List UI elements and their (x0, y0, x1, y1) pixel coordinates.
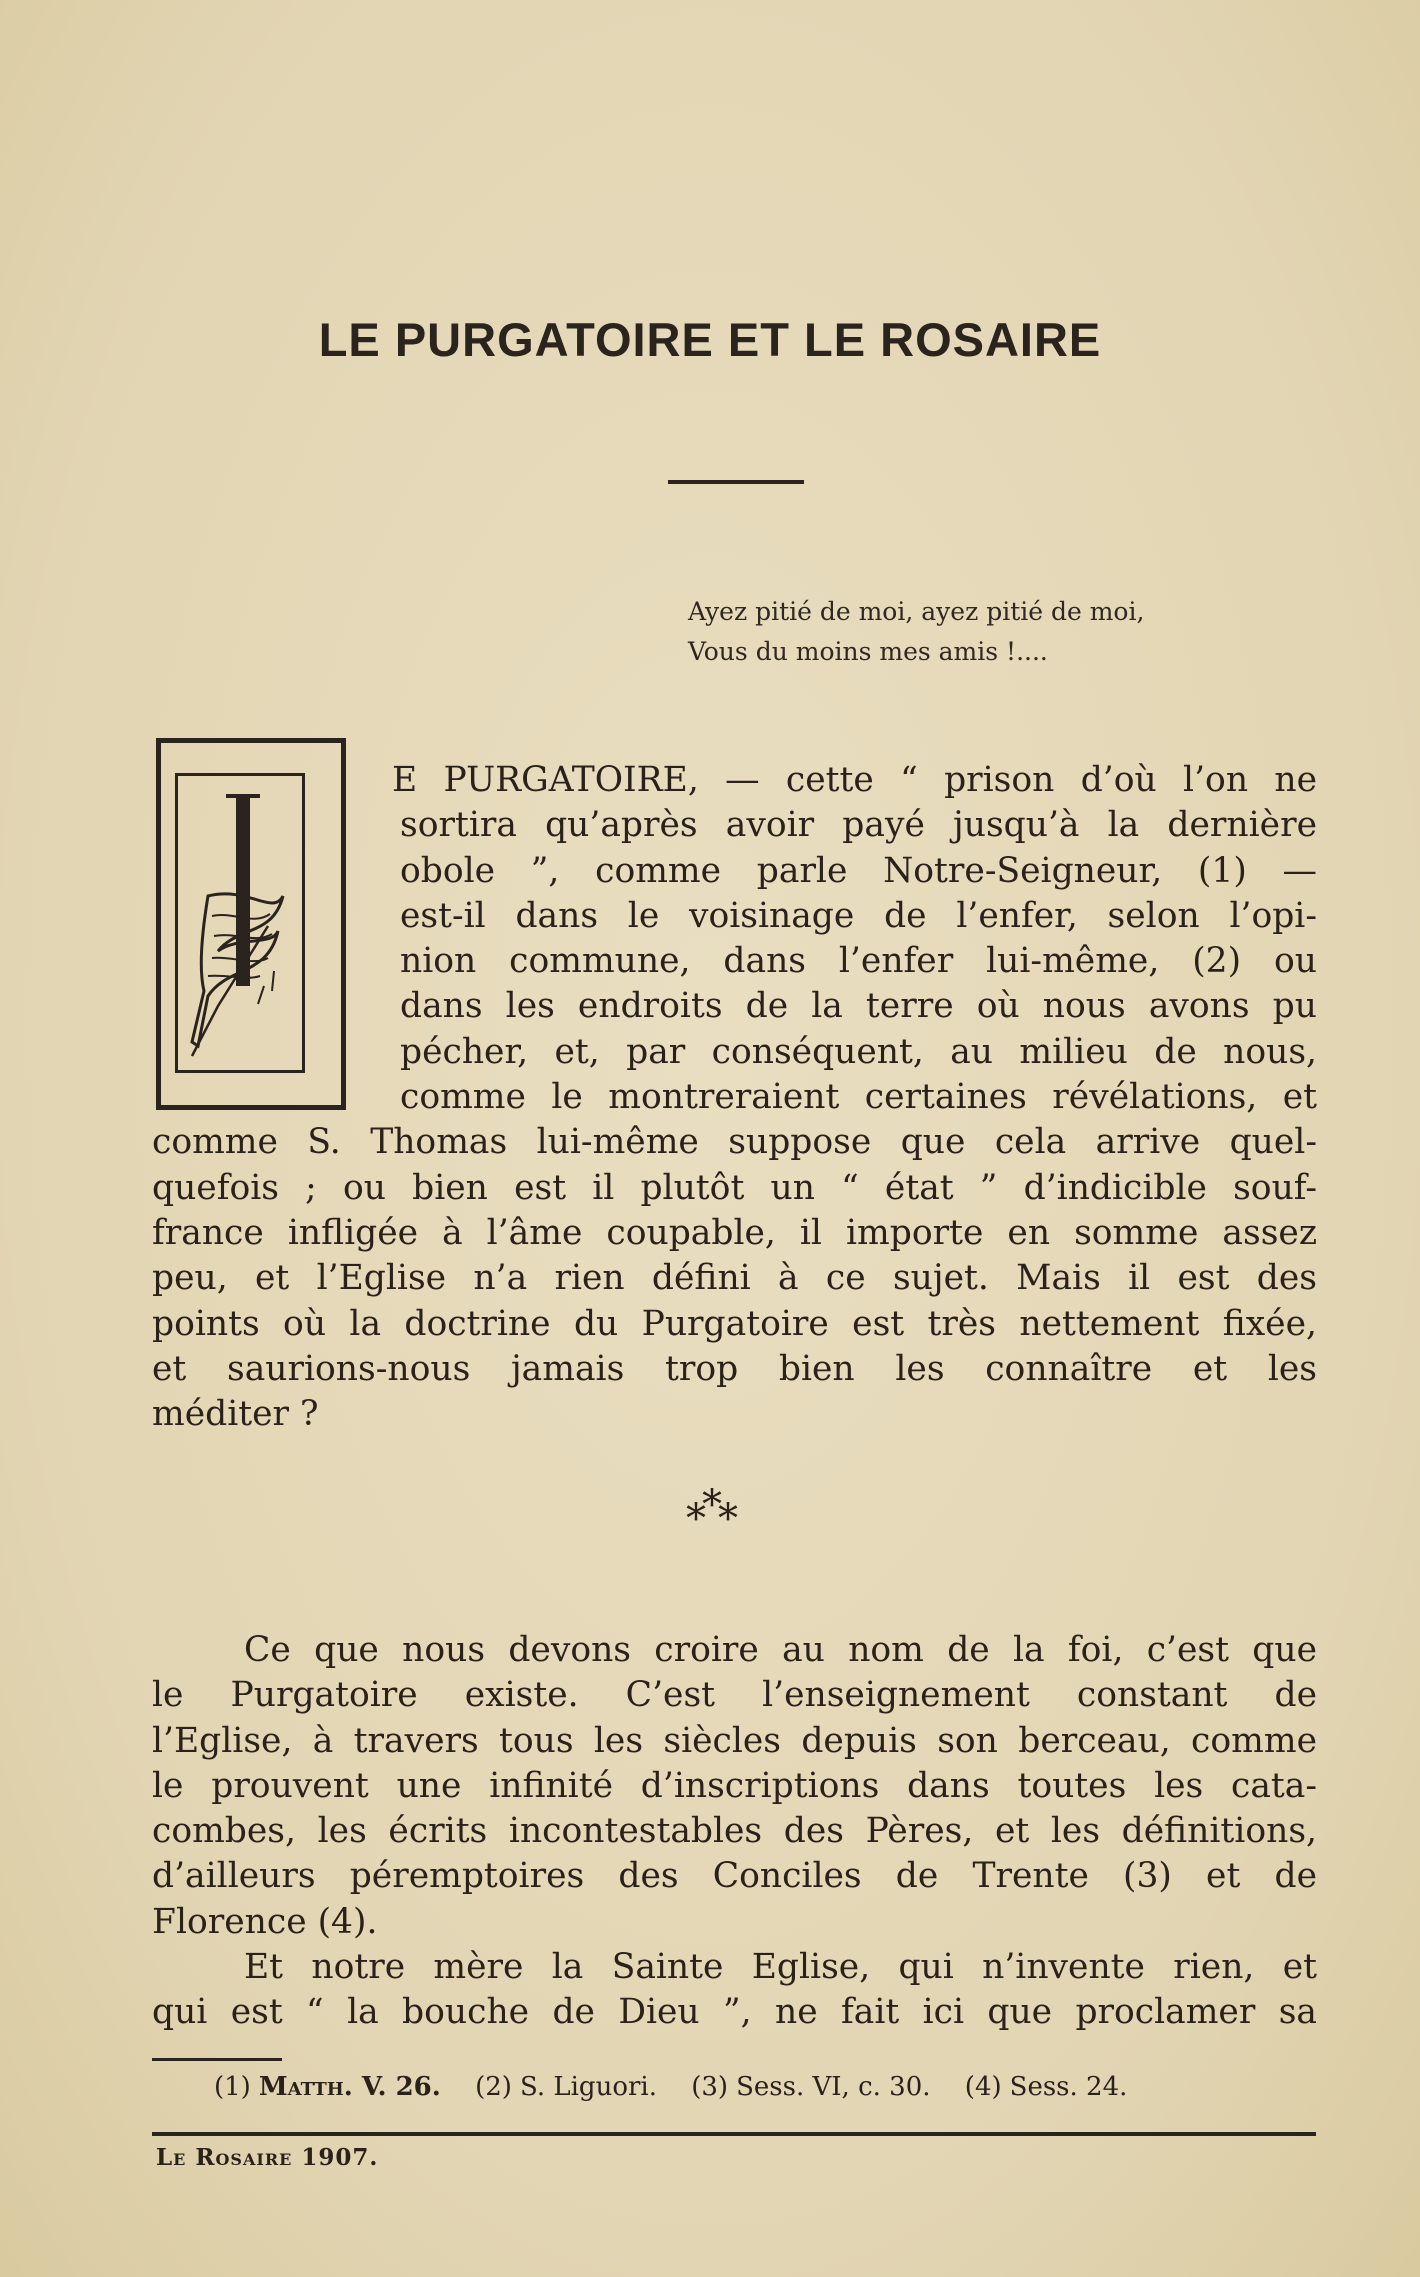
para2-line: Florence (4). (152, 1901, 378, 1942)
para1-line: comme le montreraient certaines révélations, et (400, 1077, 1317, 1118)
body-text-2 (152, 1628, 1317, 2036)
title-rule (668, 480, 804, 484)
para1-line: quefois ; ou bien est il plutôt un “ état ” d’indicible souf- (152, 1167, 1317, 1208)
footnote-3-text: Sess. VI, c. 30. (736, 2072, 931, 2102)
footer-rule (152, 2132, 1316, 2136)
page-title: LE PURGATOIRE ET LE ROSAIRE (318, 313, 1102, 366)
para2-line: combes, les écrits incontestables des Pères, et les définitions, (152, 1811, 1317, 1852)
para1-line: et saurions-nous jamais trop bien les connaître et les (152, 1348, 1317, 1389)
footnote-4-text: Sess. 24. (1009, 2072, 1128, 2102)
star: * (702, 1482, 718, 1528)
footnote-1-number: (1) (214, 2072, 251, 2102)
footnote-1 (214, 2072, 441, 2102)
para1-line: france infligée à l’âme coupable, il importe en somme assez (152, 1212, 1317, 1253)
para1-line: E PURGATOIRE, — cette “ prison d’où l’on ne (392, 760, 1317, 800)
para2-line: d’ailleurs péremptoires des Conciles de Trente (3) et de (152, 1856, 1317, 1897)
footnote-2 (475, 2072, 657, 2102)
para3-line: qui est “ la bouche de Dieu ”, ne fait ici que proclamer sa (152, 1992, 1317, 2033)
footnote-3 (691, 2072, 930, 2102)
para1-line: pécher, et, par conséquent, au milieu de nous, (400, 1031, 1317, 1072)
para1-line: méditer ? (152, 1394, 319, 1435)
footnote-rule (152, 2058, 282, 2061)
epigraph-line-2: Vous du moins mes amis !.... (688, 637, 1048, 666)
footnote-4-number: (4) (964, 2072, 1002, 2102)
star: * (718, 1496, 734, 1542)
footnote-2-number: (2) (475, 2072, 512, 2102)
footnote-2-text: S. Liguori. (519, 2072, 657, 2102)
running-footer: Le Rosaire 1907. (156, 2144, 379, 2171)
para2-line: l’Eglise, à travers tous les siècles depuis son berceau, comme (152, 1720, 1317, 1761)
para2-line: Ce que nous devons croire au nom de la foi, c’est que (244, 1630, 1317, 1670)
para1-line: points où la doctrine du Purgatoire est très nettement fixée, (152, 1303, 1317, 1344)
footnotes (214, 2072, 1314, 2102)
star: * (686, 1496, 702, 1542)
para2-line: le Purgatoire existe. C’est l’enseignement constant de (152, 1675, 1317, 1716)
epigraph-line-1: Ayez pitié de moi, ayez pitié de moi, (688, 597, 1145, 626)
body-text (152, 758, 1317, 1437)
para1-line: est-il dans le voisinage de l’enfer, selon l’opi- (400, 895, 1317, 936)
para3-line: Et notre mère la Sainte Eglise, qui n’invente rien, et (244, 1947, 1317, 1988)
para1-line: sortira qu’après avoir payé jusqu’à la dernière (400, 805, 1317, 846)
footnote-1-text: Matth. V. 26. (258, 2072, 441, 2102)
para1-line: comme S. Thomas lui-même suppose que cela arrive quel- (152, 1122, 1317, 1163)
section-separator-stars (0, 1482, 1420, 1542)
para1-line: nion commune, dans l’enfer lui-même, (2) ou (400, 941, 1317, 982)
epigraph (688, 592, 1308, 672)
para1-line: peu, et l’Eglise n’a rien défini à ce sujet. Mais il est des (152, 1258, 1317, 1299)
para2-line: le prouvent une infinité d’inscriptions dans toutes les cata- (152, 1765, 1317, 1806)
footnote-4 (965, 2072, 1128, 2102)
footnote-3-number: (3) (691, 2072, 729, 2102)
para1-line: dans les endroits de la terre où nous avons pu (400, 986, 1317, 1027)
para1-line: obole ”, comme parle Notre-Seigneur, (1) — (400, 850, 1317, 891)
